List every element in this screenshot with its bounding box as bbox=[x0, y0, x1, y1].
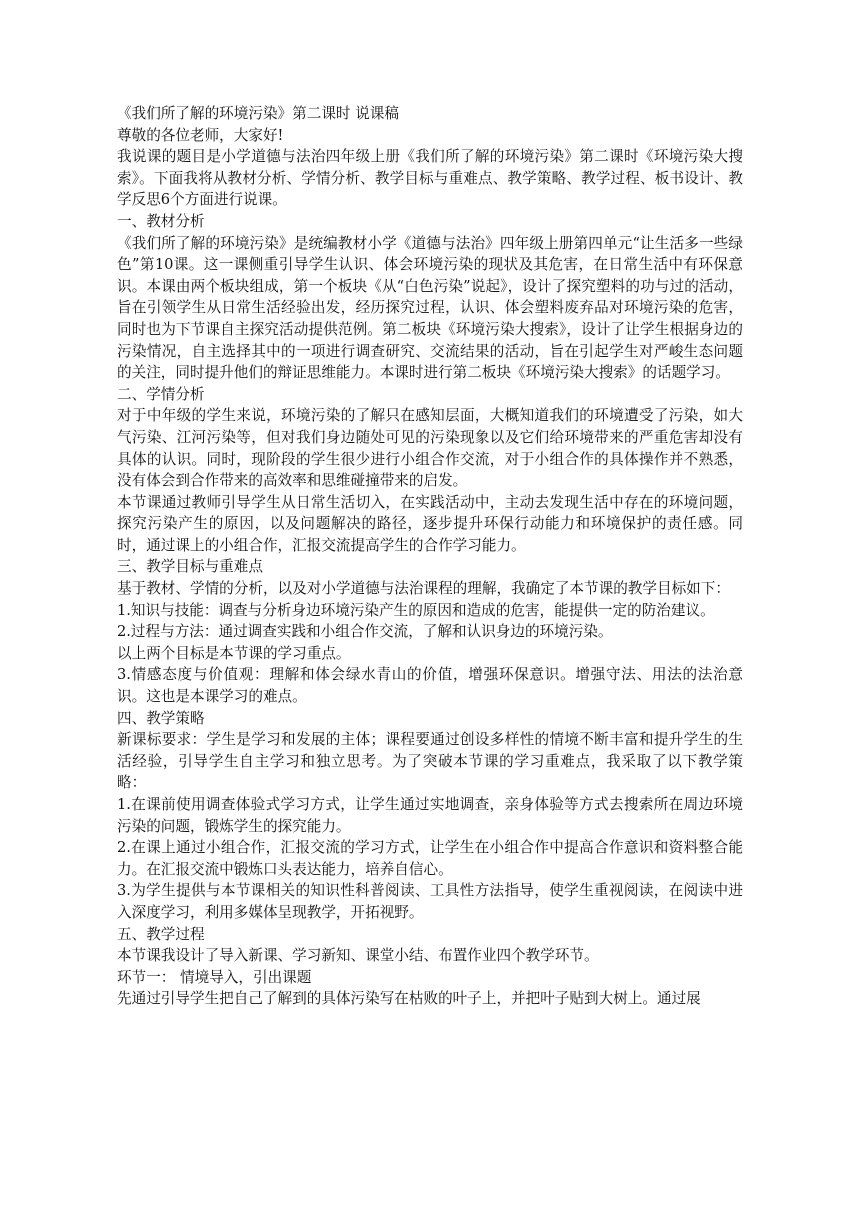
student-analysis-paragraph-2: 本节课通过教师引导学生从日常生活切入，在实践活动中，主动去发现生活中存在的环境问题，探究污染产生的原因，以及问题解决的路径，逐步提升环保行动能力和环境保护的责任感。同时，通过课上的小组合作，汇报交流提高学生的合作学习能力。 bbox=[117, 493, 743, 554]
student-analysis-paragraph-1: 对于中年级的学生来说，环境污染的了解只在感知层面，大概知道我们的环境遭受了污染，如大气污染、江河污染等，但对我们身边随处可见的污染现象以及它们给环境带来的严重危害却没有具体的认识。同时，现阶段的学生很少进行小组合作交流，对于小组合作的具体操作并不熟悉，没有体会到合作带来的高效率和思维碰撞带来的启发。 bbox=[117, 407, 743, 490]
process-step-1: 环节一： 情境导入，引出课题 bbox=[117, 968, 312, 986]
section-heading-process: 五、教学过程 bbox=[117, 925, 205, 943]
objectives-note: 以上两个目标是本节课的学习重点。 bbox=[117, 644, 351, 662]
greeting: 尊敬的各位老师，大家好! bbox=[117, 126, 284, 144]
process-intro: 本节课我设计了导入新课、学习新知、课堂小结、布置作业四个教学环节。 bbox=[117, 947, 599, 965]
section-heading-student-analysis: 二、学情分析 bbox=[117, 385, 205, 403]
strategies-intro: 新课标要求：学生是学习和发展的主体；课程要通过创设多样性的情境不断丰富和提升学生的生活经验，引导学生自主学习和独立思考。为了突破本节课的学习重难点，我采取了以下教学策略： bbox=[117, 731, 743, 792]
objectives-intro: 基于教材、学情的分析，以及对小学道德与法治课程的理解，我确定了本节课的教学目标如下： bbox=[117, 580, 730, 598]
strategy-item-3: 3.为学生提供与本节课相关的知识性科普阅读、工具性方法指导，使学生重视阅读，在阅读中进入深度学习，利用多媒体呈现教学，开拓视野。 bbox=[117, 882, 743, 921]
section-heading-textbook-analysis: 一、教材分析 bbox=[117, 212, 205, 230]
process-step-1-paragraph: 先通过引导学生把自己了解到的具体污染写在枯败的叶子上，并把叶子贴到大树上。通过展 bbox=[117, 990, 701, 1008]
objective-item-3: 3.情感态度与价值观：理解和体会绿水青山的价值，增强环保意识。增强守法、用法的法治意识。这也是本课学习的难点。 bbox=[117, 666, 743, 706]
strategy-item-2: 2.在课上通过小组合作，汇报交流的学习方式，让学生在小组合作中提高合作意识和资料整合能力。在汇报交流中锻炼口头表达能力，培养自信心。 bbox=[117, 839, 743, 878]
strategy-item-1: 1.在课前使用调查体验式学习方式，让学生通过实地调查，亲身体验等方式去搜索所在周边环境污染的问题，锻炼学生的探究能力。 bbox=[117, 796, 743, 835]
objective-item-1: 1.知识与技能：调查与分析身边环境污染产生的原因和造成的危害，能提供一定的防治建议。 bbox=[117, 601, 715, 619]
objective-item-2: 2.过程与方法：通过调查实践和小组合作交流，了解和认识身边的环境污染。 bbox=[117, 623, 613, 641]
document-title: 《我们所了解的环境污染》第二课时 说课稿 bbox=[117, 105, 399, 122]
intro-paragraph: 我说课的题目是小学道德与法治四年级上册《我们所了解的环境污染》第二课时《环境污染大搜索》。下面我将从教材分析、学情分析、教学目标与重难点、教学策略、教学过程、板书设计、教学反思6个方面进行说课。 bbox=[117, 148, 743, 209]
section-heading-objectives: 三、教学目标与重难点 bbox=[117, 558, 263, 576]
document-page bbox=[117, 103, 743, 1010]
section-heading-strategies: 四、教学策略 bbox=[117, 709, 205, 727]
textbook-analysis-paragraph: 《我们所了解的环境污染》是统编教材小学《道德与法治》四年级上册第四单元“让生活多一些绿色”第10课。这一课侧重引导学生认识、体会环境污染的现状及其危害，在日常生活中有环保意识。本课由两个板块组成，第一个板块《从“白色污染”说起》，设计了探究塑料的功与过的活动，旨在引领学生从日常生活经验出发，经历探究过程，认识、体会塑料废弃品对环境污染的危害，同时也为下节课自主探究活动提供范例。第二板块《环境污染大搜索》，设计了让学生根据身边的污染情况，自主选择其中的一项进行调查研究、交流结果的活动，旨在引起学生对严峻生态问题的关注，同时提升他们的辩证思维能力。本课时进行第二板块《环境污染大搜索》的话题学习。 bbox=[117, 234, 743, 382]
